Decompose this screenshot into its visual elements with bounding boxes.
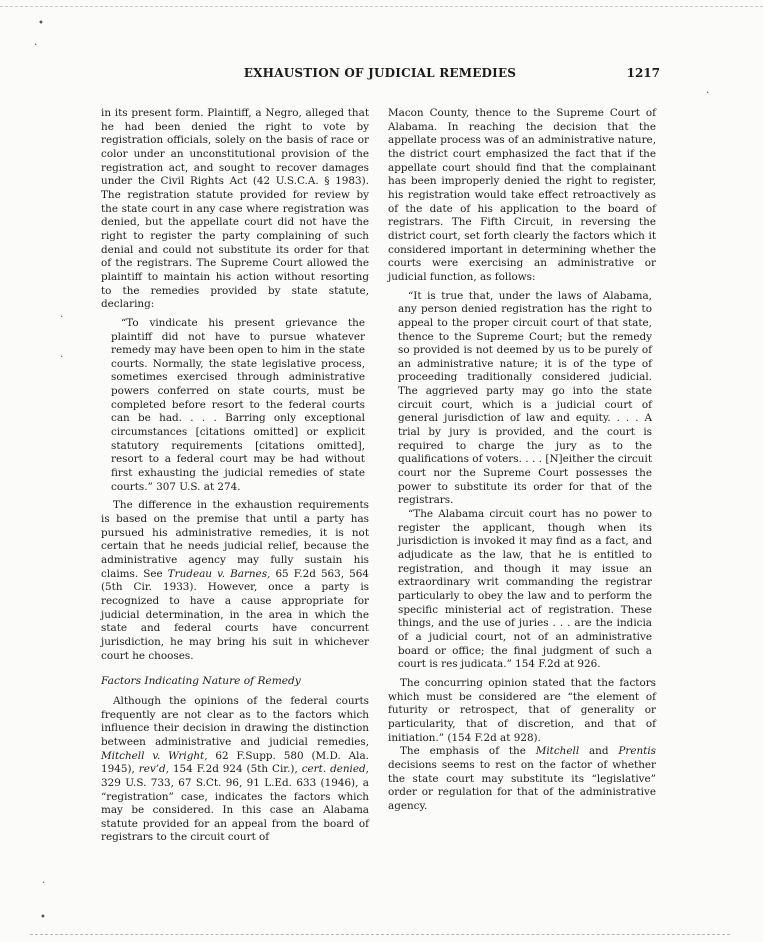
quote-paragraph: “To vindicate his present grievance the plaintiff did not have to pursue whatever remedy may have been open to him in the state courts. Normally, the state legislative process, sometimes exercised through administrative powers conferred on state courts, must be completed before resort to the federal courts can be had. . . . Barring only exceptional circumstances [citations omitted] or explicit statutory requirements [citations omitted], resort to a federal court may be had without first exhausting the judicial remedies of state courts.” 307 U.S. at 274.	[111, 316, 365, 493]
scan-speck: •	[40, 912, 46, 923]
right-column	[388, 107, 656, 813]
page-header	[100, 66, 660, 84]
text: 65 F.2d 563, 564 (5th Cir. 1933). However, once a party is recognized to have a cause appropriate for judicial determination, in the area in which the state and federal courts have concurrent jurisdiction, he may bring his suit in whichever court he chooses.	[101, 567, 369, 662]
case-name: Mitchell v. Wright,	[101, 749, 208, 762]
scan-speck: ·	[42, 878, 46, 889]
scan-speck: ·	[34, 40, 38, 51]
text: The difference in the exhaustion requirements is based on the premise that until a party has pursued his administrative remedies, it is not certain that he needs judicial relief, because the administrative agency may fully sustain his claims. See	[101, 499, 369, 580]
block-quote	[398, 290, 652, 672]
text: The emphasis of the	[400, 745, 526, 758]
quote-paragraph: “The Alabama circuit court has no power to register the applicant, though when its jurisdiction is invoked it may find as a fact, and adjudicate as the law, that he is entitled to registration, and though it may issue an extraordinary writ commanding the registrar particularly to obey the law and to perform the specific ministerial act of registration. These things, and the use of juries . . . are the indicia of a judicial court, not of an administrative board or office; the final judgment of such a court is res judicata.” 154 F.2d at 926.	[398, 508, 652, 671]
paragraph: The concurring opinion stated that the factors which must be considered are “the element of futurity or retrospect, that of generality or particularity, that of discretion, and that of initiation.” (154 F.2d at 928).	[388, 676, 656, 744]
text: decisions seems to rest on the factor of whether the state court may substitute its “legislative” order or regulation for that of the administrative agency.	[388, 758, 656, 812]
paragraph	[388, 745, 656, 813]
paragraph	[101, 695, 369, 845]
scan-speck: ·	[60, 312, 64, 323]
case-name: Mitchell	[535, 745, 580, 758]
citation-signal: rev’d,	[138, 763, 169, 776]
scan-speck: ·	[706, 88, 710, 99]
text: Although the opinions of the federal courts frequently are not clear as to the factors which influence their decision in drawing the distinction between administrative and judicial remedies,	[101, 694, 369, 748]
page-number: 1217	[626, 66, 660, 80]
case-name: Trudeau v. Barnes,	[167, 567, 271, 580]
block-quote	[111, 317, 365, 495]
case-name: Prentis	[618, 745, 656, 758]
scan-speck: •	[38, 18, 44, 29]
scan-speck: ·	[60, 352, 64, 363]
text: 154 F.2d 924 (5th Cir.),	[172, 763, 298, 776]
top-scan-border	[0, 0, 763, 7]
bottom-scan-border	[30, 934, 730, 936]
quote-paragraph: “It is true that, under the laws of Alabama, any person denied registration has the right to appeal to the proper circuit court of that state, thence to the Supreme Court; but the remedy so provided is not deemed by us to be purely of an administrative nature; it is of the type of proceeding traditionally considered judicial. The aggrieved party may go into the state circuit court, which is a judicial court of general jurisdiction of law and equity. . . . A trial by jury is provided, and the court is required to charge the jury as to the qualifications of voters. . . . [N]either the circuit court nor the Supreme Court possesses the power to substitute its order for that of the registrars.	[398, 289, 652, 507]
running-head: EXHAUSTION OF JUDICIAL REMEDIES	[243, 66, 517, 80]
text: and	[588, 745, 609, 758]
section-heading: Factors Indicating Nature of Remedy	[101, 675, 301, 688]
text: 62 F.Supp. 580 (M.D. Ala. 1945),	[101, 749, 369, 776]
citation-signal: cert. denied,	[301, 763, 369, 776]
paragraph: Macon County, thence to the Supreme Court of Alabama. In reaching the decision that the appellate process was of an administrative nature, the district court emphasized the fact that if the appellate court should find that the complainant has been improperly denied the right to register, his registration would take effect retroactively as of the date of his application to the board of registrars. The Fifth Circuit, in reversing the district court, set forth clearly the factors which it considered important in determining whether the courts were exercising an administrative or judicial function, as follows:	[388, 107, 656, 283]
paragraph: in its present form. Plaintiff, a Negro, alleged that he had been denied the right to vote by registration officials, solely on the basis of race or color under an unconstitutional provision of the registration act, and sought to recover damages under the Civil Rights Act (42 U.S.C.A. § 1983). The registration statute provided for review by the state court in any case where registration was denied, but the appellate court did not have the right to register the party complaining of such denial and could not substitute its order for that of the registrars. The Supreme Court allowed the plaintiff to maintain his action without resorting to the remedies provided by state statute, declaring:	[101, 107, 369, 311]
paragraph	[101, 499, 369, 663]
left-column	[101, 107, 369, 845]
text: 329 U.S. 733, 67 S.Ct. 96, 91 L.Ed. 633 (1946), a “registration” case, indicates the factors which may be considered. In this case an Alabama statute provided for an appeal from the board of registrars to the circuit court of	[101, 776, 369, 844]
